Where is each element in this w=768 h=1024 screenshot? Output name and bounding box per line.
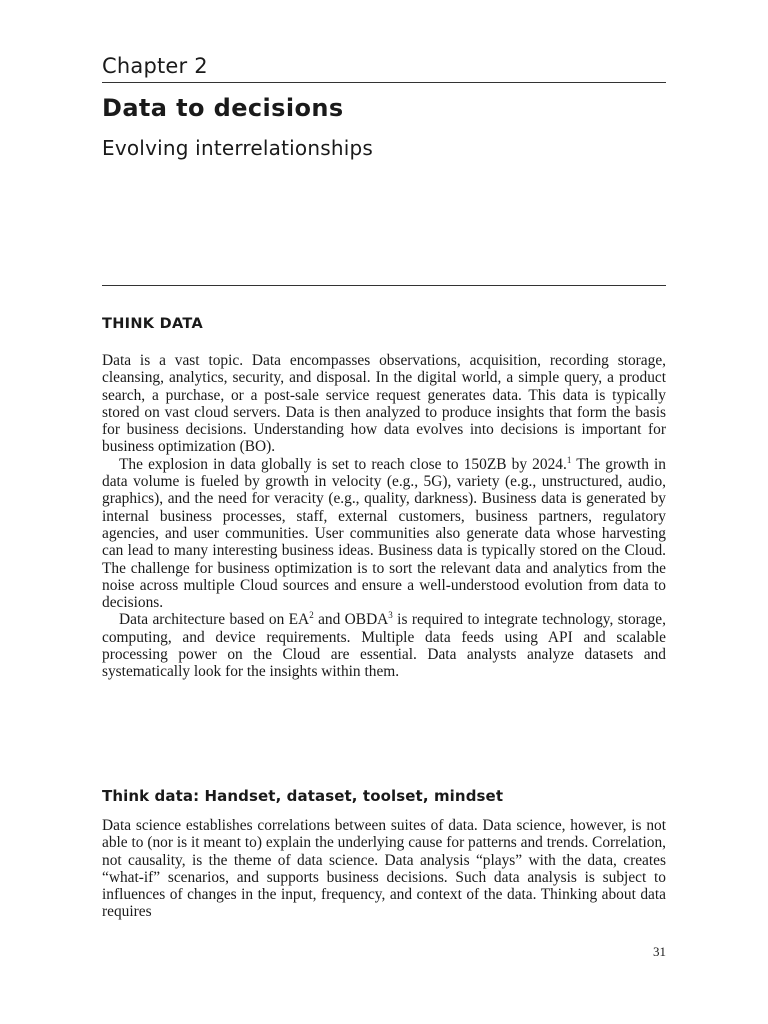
- paragraph-3-text-middle: and OBDA: [313, 611, 389, 629]
- paragraph-1-text: Data is a vast topic. Data encompasses observations, acquisition, recording storage, cleansing, analytics, security, and disposal. In the digital world, a simple query, a product search, a purchase, or a post-sale service request generates data. This data is typically stored on vast cloud servers. Data is then analyzed to produce insights that form the basis for business decisions. Understanding how data evolves into decisions is important for business optimization (BO).: [102, 352, 666, 456]
- footnote-ref-1: 1: [566, 454, 572, 465]
- chapter-label: Chapter 2: [102, 54, 208, 78]
- paragraph-4: Data science establishes correlations between suites of data. Data science, however, is not able to (nor is it meant to) explain the underlying cause for patterns and trends. Correlation, not causality, is the theme of data science. Data analysis “plays” with the data, creates “what-if” scenarios, and supports business decisions. Such data analysis is subject to influences of changes in the input, frequency, and context of the data. Thinking about data requires: [102, 817, 666, 921]
- chapter-subtitle: Evolving interrelationships: [102, 136, 374, 160]
- subsection-heading: Think data: Handset, dataset, toolset, mindset: [102, 787, 504, 805]
- footnote-ref-3: 3: [388, 610, 393, 621]
- paragraph-3-text-end: is required to integrate technology, storage, computing, and device requirements. Multiple data feeds using API and scalable processing power on the Cloud are essential. Data analysts analyze datasets and systematically look for the insights within them.: [102, 611, 666, 681]
- paragraph-2-text-end: The growth in data volume is fueled by growth in velocity (e.g., 5G), variety (e.g., unstructured, audio, graphics), and the need for veracity (e.g., quality, darkness). Business data is generated by internal business processes, staff, external customers, business partners, regulatory agencies, and user communities. User communities also generate data whose harvesting can lead to many interesting business ideas. Business data is typically stored on the Cloud. The challenge for business optimization is to sort the relevant data and analytics from the noise across multiple Cloud sources and ensure a well-understood evolution from data to decisions.: [102, 455, 667, 612]
- section-body: [102, 352, 666, 681]
- subsection-body: [102, 817, 666, 921]
- page-number: 31: [653, 944, 666, 959]
- chapter-bottom-rule: [102, 285, 666, 286]
- footnote-ref-2: 2: [309, 610, 314, 621]
- paragraph-1: [102, 352, 666, 456]
- section-heading: THINK DATA: [102, 316, 203, 332]
- chapter-top-rule: [102, 82, 666, 83]
- chapter-title: Data to decisions: [102, 94, 344, 122]
- paragraph-2: [102, 456, 666, 612]
- paragraph-3-text-start: Data architecture based on EA: [119, 611, 310, 629]
- paragraph-3: [102, 611, 666, 680]
- paragraph-2-text-start: The explosion in data globally is set to reach close to 150ZB by 2024.: [119, 455, 567, 473]
- book-page: [102, 0, 666, 1024]
